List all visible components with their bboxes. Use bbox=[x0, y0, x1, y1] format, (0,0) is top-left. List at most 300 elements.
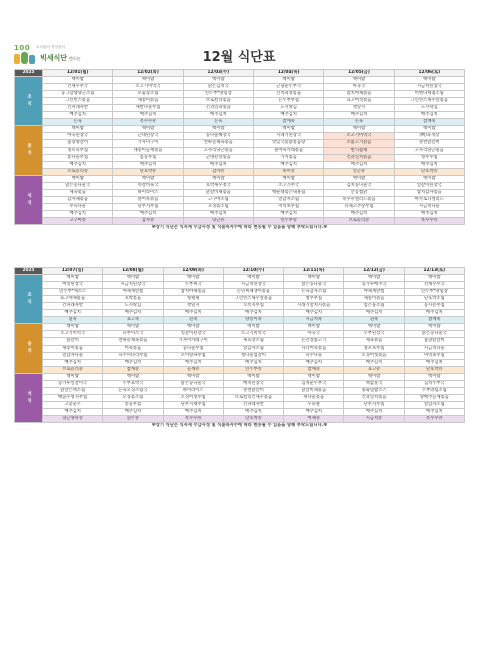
date-header: 12/03(수) bbox=[183, 70, 253, 77]
menu-cell: 김치두부국 bbox=[404, 380, 464, 387]
menu-cell: 마카로니샐러드 bbox=[394, 196, 464, 203]
menu-cell: 백합뭇국 bbox=[344, 380, 404, 387]
menu-cell: 배추김치 bbox=[253, 112, 323, 119]
menu-cell: 옥수수쥬 bbox=[113, 119, 183, 126]
menu-cell: 안동찜닭 bbox=[324, 189, 394, 196]
menu-cell: 소고기미역국 bbox=[223, 331, 283, 338]
menu-cell: 오징어젓볶음 bbox=[344, 352, 404, 359]
menu-cell: 건과일치볶음 bbox=[344, 394, 404, 401]
menu-row bbox=[15, 310, 465, 317]
logo-number: 100 bbox=[14, 44, 31, 52]
menu-cell: 정포묵무침 bbox=[43, 147, 113, 154]
menu-cell: 시금치쥬 bbox=[344, 415, 404, 422]
menu-row bbox=[15, 359, 465, 366]
menu-cell: 단호박쥬 bbox=[404, 366, 464, 373]
menu-row bbox=[15, 324, 465, 331]
menu-cell: 백미밥 bbox=[344, 324, 404, 331]
meal-label: 석식 bbox=[15, 373, 43, 422]
date-header-row bbox=[15, 268, 465, 275]
menu-cell: 배추김치 bbox=[404, 359, 464, 366]
menu-cell: 면따놀채육볶음 bbox=[103, 338, 163, 345]
menu-cell: 연두부*깨소스 bbox=[43, 289, 103, 296]
menu-cell: 통나물무침 bbox=[43, 154, 113, 161]
menu-cell: 백미밥 bbox=[183, 126, 253, 133]
menu-cell: 백미밥 bbox=[103, 275, 163, 282]
notice-text: ※상기 식단은 식자재 수급사정 및 식품특자수에 따라 변동될 수 있음을 양해 부탁드립니다.※ bbox=[151, 225, 328, 231]
menu-cell: 닭갈은맥조림 bbox=[43, 387, 103, 394]
menu-cell: 배추김치 bbox=[284, 408, 344, 415]
menu-row bbox=[15, 105, 465, 112]
menu-cell: 산적피망볶음 bbox=[253, 91, 323, 98]
menu-cell: 미역초무침 bbox=[253, 203, 323, 210]
menu-cell: 두부찌국 bbox=[163, 282, 223, 289]
menu-cell: 얄감자조림 bbox=[223, 345, 283, 352]
menu-cell: 백미밥 bbox=[344, 373, 404, 380]
menu-cell: 건파래자반 bbox=[43, 303, 103, 310]
menu-cell: 버섯된장국 bbox=[43, 282, 103, 289]
date-header: 12/11(목) bbox=[284, 268, 344, 275]
menu-cell: 배추김치 bbox=[324, 210, 394, 217]
menu-cell: 맑은콩나물국 bbox=[163, 380, 223, 387]
menu-cell: 참깨쥬 bbox=[284, 366, 344, 373]
menu-row bbox=[15, 126, 465, 133]
menu-cell: 백미밥 bbox=[284, 275, 344, 282]
menu-row bbox=[15, 408, 465, 415]
menu-cell: 배추김치 bbox=[163, 310, 223, 317]
menu-cell: 연근쥬 bbox=[324, 168, 394, 175]
menu-cell: 깻잎지 bbox=[163, 303, 223, 310]
menu-cell: 고사리당근볶음 bbox=[394, 147, 464, 154]
menu-row bbox=[15, 147, 465, 154]
menu-cell: 배추김치 bbox=[113, 112, 183, 119]
menu-cell: 당근양파쥬 bbox=[43, 415, 103, 422]
menu-cell: 표고쥬 bbox=[344, 366, 404, 373]
menu-cell: 볼어묵볶음 bbox=[113, 196, 183, 203]
menu-cell: 단호박조림 bbox=[404, 296, 464, 303]
menu-cell: 배추김치 bbox=[394, 112, 464, 119]
menu-cell: 도시락김 bbox=[394, 105, 464, 112]
meal-label: 중식 bbox=[15, 324, 43, 373]
menu-cell: 백미밥 bbox=[163, 373, 223, 380]
menu-cell: 면하늘채육볶음 bbox=[183, 140, 253, 147]
date-header: 12/12(금) bbox=[344, 268, 404, 275]
menu-cell: 단무지무침 bbox=[113, 203, 183, 210]
menu-cell: 시금치나물 bbox=[404, 345, 464, 352]
menu-cell: 불향닭갈비 bbox=[404, 338, 464, 345]
menu-cell: 배추김치 bbox=[284, 359, 344, 366]
menu-cell: 청무무침 bbox=[394, 154, 464, 161]
date-header: 12/13(토) bbox=[404, 268, 464, 275]
menu-cell: 김치순두부국 bbox=[284, 380, 344, 387]
menu-cell: 유부미소국 bbox=[103, 331, 163, 338]
menu-cell: 시금치나물 bbox=[394, 203, 464, 210]
menu-cell: 백미밥 bbox=[324, 77, 394, 84]
menu-cell: 배추김치 bbox=[324, 112, 394, 119]
menu-cell: 두부된장국 bbox=[344, 331, 404, 338]
menu-cell: 흰죽 bbox=[43, 317, 103, 324]
menu-cell: 새송이볶음 bbox=[344, 296, 404, 303]
menu-cell: 봉동무침 bbox=[103, 401, 163, 408]
menu-row bbox=[15, 275, 465, 282]
menu-cell: 고구마조림 bbox=[183, 196, 253, 203]
week-table-2 bbox=[14, 267, 465, 429]
menu-cell: 춘천닭갈비 bbox=[223, 387, 283, 394]
menu-row bbox=[15, 196, 465, 203]
menu-cell: 고용숯쿠 bbox=[43, 401, 103, 408]
menu-cell: 배추김치 bbox=[113, 161, 183, 168]
menu-cell: 고사리당근볶음 bbox=[183, 147, 253, 154]
menu-cell: 백미밥 bbox=[163, 324, 223, 331]
menu-cell: 여체쥬 bbox=[284, 415, 344, 422]
menu-cell: 고구마쥬 bbox=[43, 217, 113, 224]
menu-cell: 감자채볶음 bbox=[43, 196, 113, 203]
menu-cell: 백미밥 bbox=[103, 324, 163, 331]
menu-cell: 참깨죽 bbox=[394, 119, 464, 126]
date-header: 12/08(월) bbox=[103, 268, 163, 275]
menu-cell: 백미밥 bbox=[253, 77, 323, 84]
menu-cell: 감자쥬 bbox=[113, 217, 183, 224]
menu-cell: 가지볶음 bbox=[253, 154, 323, 161]
menu-cell: 소고기미역국 bbox=[324, 133, 394, 140]
menu-cell: 봄동무침 bbox=[113, 154, 183, 161]
menu-cell: 콩가루얼갈이국 bbox=[43, 380, 103, 387]
menu-cell: 양배추들깨볶음 bbox=[404, 394, 464, 401]
date-header-row bbox=[15, 70, 465, 77]
menu-row bbox=[15, 182, 465, 189]
menu-cell: 돈육감자조림 bbox=[284, 289, 344, 296]
menu-cell: 양송이죽 bbox=[223, 317, 283, 324]
menu-cell: 배추김치 bbox=[284, 310, 344, 317]
menu-cell: 연두부*양념장 bbox=[183, 91, 253, 98]
menu-cell: 소고기미역국 bbox=[113, 84, 183, 91]
menu-cell: 백미밥 bbox=[43, 373, 103, 380]
menu-cell: 백미밥 bbox=[253, 175, 323, 182]
menu-cell: 깻잎지 bbox=[324, 105, 394, 112]
date-header: 12/10(수) bbox=[223, 268, 283, 275]
menu-cell: 배추김치 bbox=[183, 161, 253, 168]
menu-cell: 백미밥 bbox=[43, 175, 113, 182]
menu-cell: 단호박쥬 bbox=[394, 168, 464, 175]
menu-cell: 흑미쥬 bbox=[253, 168, 323, 175]
menu-row bbox=[15, 380, 465, 387]
menu-cell: 불향양갈비 bbox=[43, 140, 113, 147]
menu-cell: 백미밥 bbox=[103, 373, 163, 380]
menu-cell: 단호박쥬 bbox=[113, 168, 183, 175]
menu-cell: 닭갈비 bbox=[43, 338, 103, 345]
menu-cell: 얄감자나물 bbox=[43, 352, 103, 359]
menu-cell: 백미밥 bbox=[43, 324, 103, 331]
menu-cell: 맑은콩나물국 bbox=[43, 182, 113, 189]
menu-row bbox=[15, 352, 465, 359]
menu-cell: 청무무침 bbox=[284, 296, 344, 303]
year-cell: 2025 bbox=[15, 70, 43, 77]
menu-cell: 어묵볶음 bbox=[103, 345, 163, 352]
menu-cell: 배추김치 bbox=[43, 161, 113, 168]
menu-row bbox=[15, 338, 465, 345]
menu-cell: 오징볶조림 bbox=[103, 394, 163, 401]
menu-cell: 백미밥 bbox=[43, 275, 103, 282]
menu-row bbox=[15, 373, 465, 380]
menu-cell: 연두부*양념장 bbox=[404, 289, 464, 296]
menu-cell: 참치야채볶음 bbox=[324, 91, 394, 98]
menu-cell: 제육볶음 bbox=[344, 338, 404, 345]
menu-cell: 배추김치 bbox=[183, 112, 253, 119]
menu-cell: 건과일치볶음 bbox=[324, 154, 394, 161]
menu-cell: 아욱된장국 bbox=[43, 133, 113, 140]
menu-cell: 배추김치 bbox=[113, 210, 183, 217]
menu-cell: 얼갈이된장국 bbox=[394, 182, 464, 189]
menu-cell: 동시뜰무침 bbox=[404, 303, 464, 310]
menu-cell: 무숙나물 bbox=[43, 203, 113, 210]
menu-cell: 브로컬리볶음 bbox=[183, 98, 253, 105]
menu-cell: 시금치죽 bbox=[284, 317, 344, 324]
meal-label: 조식 bbox=[15, 275, 43, 324]
menu-cell: 흰죽 bbox=[163, 317, 223, 324]
menu-cell: 배추김치 bbox=[103, 359, 163, 366]
menu-cell: 감자쥬 bbox=[183, 168, 253, 175]
menu-cell: 참깨죽 bbox=[253, 119, 323, 126]
year-cell: 2025 bbox=[15, 268, 43, 275]
menu-cell: 미역초무침 bbox=[404, 352, 464, 359]
menu-cell: 참치야채볶음 bbox=[163, 289, 223, 296]
menu-cell: 배추김치 bbox=[394, 161, 464, 168]
menu-cell: 참깨쥬 bbox=[103, 366, 163, 373]
note-row bbox=[15, 225, 465, 232]
menu-row bbox=[15, 77, 465, 84]
menu-cell: 연두부쥬 bbox=[223, 366, 283, 373]
menu-cell: 당근쥬 bbox=[183, 217, 253, 224]
menu-cell: 배추김치 bbox=[344, 310, 404, 317]
menu-cell: 옥수수쥬 bbox=[404, 415, 464, 422]
menu-cell: 하이라이스 bbox=[113, 189, 183, 196]
menu-cell: 김치콩나물국 bbox=[324, 182, 394, 189]
menu-cell: (뼈)육개장 bbox=[394, 133, 464, 140]
menu-cell: 맑은콩나물국 bbox=[404, 331, 464, 338]
menu-row bbox=[15, 303, 465, 310]
menu-cell: 호박볶음 bbox=[103, 296, 163, 303]
menu-cell: 유채고추장무침 bbox=[324, 203, 394, 210]
menu-row bbox=[15, 168, 465, 175]
menu-cell: 건파래자반 bbox=[43, 105, 113, 112]
menu-row bbox=[15, 282, 465, 289]
menu-cell: 배추김치 bbox=[43, 112, 113, 119]
menu-row bbox=[15, 210, 465, 217]
menu-cell: 백미밥 bbox=[183, 175, 253, 182]
menu-cell: 배추김치 bbox=[43, 210, 113, 217]
menu-cell: 배추김치 bbox=[344, 359, 404, 366]
menu-cell: 시래기멸치지볶음 bbox=[284, 303, 344, 310]
menu-row bbox=[15, 98, 465, 105]
menu-cell: 백미밥 bbox=[163, 275, 223, 282]
menu-cell: 얄감자조림 bbox=[253, 196, 323, 203]
menu-cell: 배추김치 bbox=[394, 210, 464, 217]
menu-cell: 근대된장국 bbox=[113, 133, 183, 140]
menu-row bbox=[15, 415, 465, 422]
menu-cell: 소고기무국 bbox=[253, 182, 323, 189]
menu-cell: 옥수수쥬 bbox=[394, 217, 464, 224]
menu-cell: 새송이볶음 bbox=[43, 345, 103, 352]
menu-cell: 건새우무국 bbox=[404, 282, 464, 289]
menu-row bbox=[15, 331, 465, 338]
menu-cell: 돈육오징조림국 bbox=[103, 387, 163, 394]
menu-cell: 가자미구이 bbox=[113, 140, 183, 147]
menu-cell: 백미밥 bbox=[394, 175, 464, 182]
menu-row bbox=[15, 161, 465, 168]
menu-cell: 돈민찌채생이볶음 bbox=[223, 289, 283, 296]
menu-cell: 배추김치 bbox=[103, 408, 163, 415]
menu-cell: 제육장조림 bbox=[223, 338, 283, 345]
menu-cell: 배추김치 bbox=[404, 310, 464, 317]
menu-row bbox=[15, 289, 465, 296]
menu-cell: 새송이볶음 bbox=[113, 98, 183, 105]
menu-cell: 배추김치 bbox=[183, 210, 253, 217]
menu-cell: 시금치된장국 bbox=[394, 84, 464, 91]
menu-row bbox=[15, 154, 465, 161]
menu-cell: 숙주미나리무침 bbox=[103, 352, 163, 359]
menu-cell: 호박새우젓국 bbox=[183, 182, 253, 189]
menu-cell: 참치감자볶음 bbox=[394, 189, 464, 196]
menu-cell: 백미밥 bbox=[43, 126, 113, 133]
menu-cell: 참깨죽 bbox=[404, 317, 464, 324]
menu-cell: 표고야채볶음 bbox=[43, 296, 103, 303]
menu-cell: 얼갈이된장국 bbox=[163, 331, 223, 338]
menu-cell: 떡갈비육국 bbox=[113, 182, 183, 189]
menu-cell: 두부양념조림 bbox=[404, 387, 464, 394]
menu-row bbox=[15, 401, 465, 408]
menu-cell: 청평채 bbox=[163, 296, 223, 303]
menu-cell: 건파래자반 bbox=[223, 401, 283, 408]
menu-cell: 백순대볶은내볼림 bbox=[253, 189, 323, 196]
menu-cell: 야채계란찜 bbox=[344, 289, 404, 296]
menu-cell: 돈두부무침 bbox=[253, 98, 323, 105]
menu-cell: 배추김치 bbox=[163, 359, 223, 366]
menu-cell: 배추김치 bbox=[223, 408, 283, 415]
menu-cell: 옥수수샐러드볶음 bbox=[324, 196, 394, 203]
date-header: 12/04(목) bbox=[253, 70, 323, 77]
menu-row bbox=[15, 91, 465, 98]
menu-cell: 소고기미역국 bbox=[43, 331, 103, 338]
menu-cell: 동그랑땡당근조림 bbox=[43, 91, 113, 98]
menu-cell: 백미밥 bbox=[223, 373, 283, 380]
menu-cell: 배추김치 bbox=[223, 310, 283, 317]
menu-cell: 돈간장불고기 bbox=[284, 338, 344, 345]
menu-cell: 맛있국물닭볶음탕 bbox=[253, 140, 323, 147]
menu-cell: 배추김치 bbox=[103, 310, 163, 317]
menu-cell: 야채계란찜 bbox=[103, 289, 163, 296]
menu-cell: 닭갈비채볶음 bbox=[183, 189, 253, 196]
menu-cell: 콩나물무침 bbox=[163, 345, 223, 352]
menu-cell: 백미밥 bbox=[324, 175, 394, 182]
menu-row bbox=[15, 217, 465, 224]
menu-cell: 맑은콩나물국 bbox=[284, 282, 344, 289]
menu-cell: 옥수수쥬 bbox=[163, 415, 223, 422]
menu-cell: 그린빈스볶음 bbox=[43, 98, 113, 105]
menu-cell: 제육볶음 bbox=[43, 189, 113, 196]
menu-cell: 오복지무침 bbox=[223, 303, 283, 310]
menu-cell: 백미밥 bbox=[113, 175, 183, 182]
menu-cell: 배추김치 bbox=[43, 310, 103, 317]
date-header: 12/06(토) bbox=[394, 70, 464, 77]
menu-cell: 단호박쥬 bbox=[223, 415, 283, 422]
menu-cell: 오징어젓무침 bbox=[163, 394, 223, 401]
menu-cell: 시금치된장국 bbox=[103, 282, 163, 289]
logo-subtitle: 조리원의 정성담아 bbox=[36, 45, 65, 49]
menu-cell: 백미밥 bbox=[223, 275, 283, 282]
menu-row bbox=[15, 203, 465, 210]
menu-cell: 쥐나물볶음 bbox=[284, 394, 344, 401]
menu-cell: 브로컬리건새우볶음 bbox=[223, 394, 283, 401]
menu-cell: 백미밥 bbox=[344, 275, 404, 282]
menu-cell: 시래기된장국 bbox=[253, 133, 323, 140]
menu-row bbox=[15, 366, 465, 373]
menu-cell: 브로콜리쥬 bbox=[324, 217, 394, 224]
menu-row bbox=[15, 296, 465, 303]
menu-row bbox=[15, 189, 465, 196]
menu-cell: 단무지채무침 bbox=[163, 401, 223, 408]
menu-cell: 볼어묵카레볶음 bbox=[253, 147, 323, 154]
menu-row bbox=[15, 140, 465, 147]
menu-cell: 배추김치 bbox=[344, 408, 404, 415]
menu-row bbox=[15, 175, 465, 182]
notice-text: ※상기 식단은 식자재 수급사정 및 식품특자수에 따라 변동될 수 있음을 양해 부탁드립니다.※ bbox=[151, 423, 328, 429]
menu-cell: 백미밥 bbox=[183, 77, 253, 84]
menu-cell: 브로콜리쥬 bbox=[43, 366, 103, 373]
menu-cell: 배추김치 bbox=[253, 210, 323, 217]
menu-cell: 매콤우엉지무침 bbox=[43, 394, 103, 401]
date-header: 12/01(월) bbox=[43, 70, 113, 77]
menu-cell: 오징볶조림 bbox=[183, 203, 253, 210]
menu-cell: 비엔나케첩조림 bbox=[394, 91, 464, 98]
menu-cell: 백미밥 bbox=[43, 77, 113, 84]
menu-row bbox=[15, 133, 465, 140]
meal-label: 석식 bbox=[15, 175, 43, 224]
menu-cell: 백미밥 bbox=[223, 324, 283, 331]
menu-cell: 브로콜리쥬 bbox=[43, 168, 113, 175]
menu-cell: 가자미카레구이 bbox=[163, 338, 223, 345]
meal-label: 중식 bbox=[15, 126, 43, 175]
menu-cell: 흰죽 bbox=[344, 317, 404, 324]
date-header: 12/02(화) bbox=[113, 70, 183, 77]
menu-cell: 우피클 bbox=[284, 401, 344, 408]
menu-cell: 오이양파무침 bbox=[163, 352, 223, 359]
menu-cell: 배추김치 bbox=[43, 408, 103, 415]
menu-cell: 닭갈비채볶음 bbox=[284, 387, 344, 394]
menu-cell: 중화덮밥소스 bbox=[344, 387, 404, 394]
menu-cell: 배추김치 bbox=[324, 161, 394, 168]
menu-row bbox=[15, 317, 465, 324]
menu-cell: 표고버섯볶음 bbox=[324, 98, 394, 105]
menu-cell: 흰두쥬 bbox=[103, 415, 163, 422]
menu-cell: 들깨쥬 bbox=[163, 366, 223, 373]
menu-cell: 정포묵무침 bbox=[344, 345, 404, 352]
menu-cell: 사각어묵볶음 bbox=[284, 345, 344, 352]
note-row bbox=[15, 423, 465, 430]
menu-cell: 백미밥 bbox=[404, 324, 464, 331]
menu-cell: 시금치된장국 bbox=[223, 282, 283, 289]
menu-cell: 도시락김 bbox=[253, 105, 323, 112]
menu-cell: 배추김치 bbox=[253, 161, 323, 168]
menu-cell: 백미밥 bbox=[113, 126, 183, 133]
menu-cell: 엄은풍조림 bbox=[344, 303, 404, 310]
menu-cell: 배추김치 bbox=[404, 408, 464, 415]
menu-cell: 돈육 bbox=[43, 119, 113, 126]
menu-cell: 그린빈스새우살볶음 bbox=[394, 98, 464, 105]
menu-cell: 배추김치 bbox=[163, 408, 223, 415]
menu-row bbox=[15, 345, 465, 352]
menu-cell: 백미밥 bbox=[113, 77, 183, 84]
menu-cell: 돈육 bbox=[183, 119, 253, 126]
menu-cell: 건새우무국 bbox=[43, 84, 113, 91]
